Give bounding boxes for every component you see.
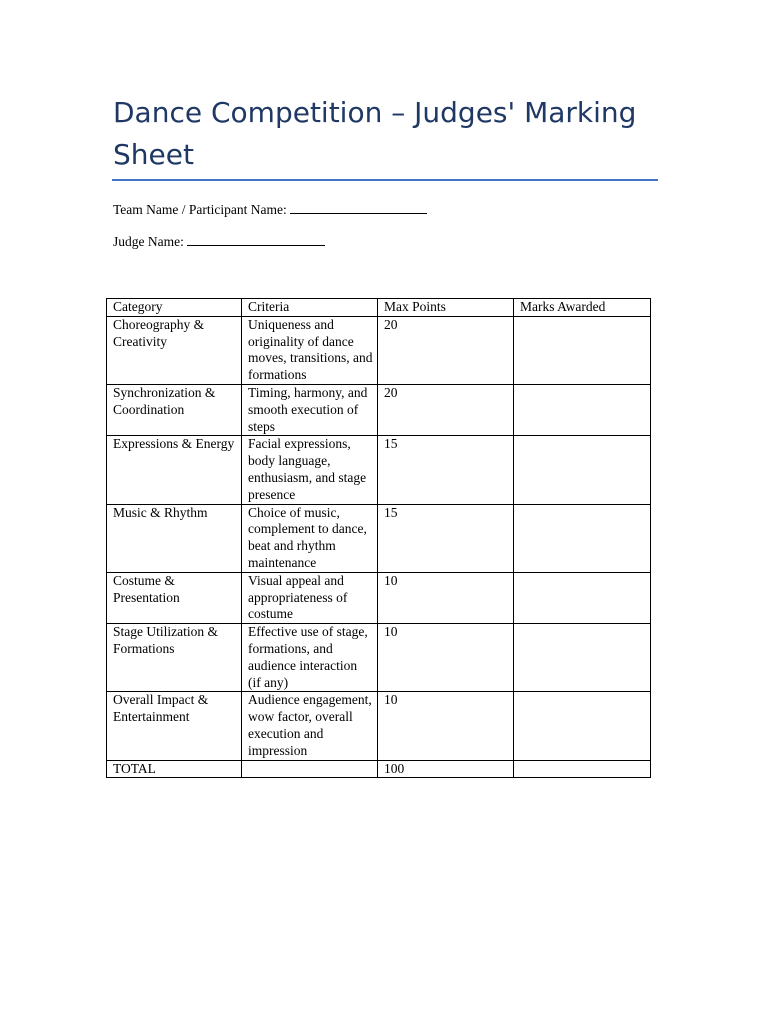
header-max-points: Max Points <box>378 299 514 317</box>
table-row <box>107 624 651 692</box>
category-cell: Stage Utilization & Formations <box>107 624 242 692</box>
category-cell: Choreography & Creativity <box>107 316 242 384</box>
criteria-cell: Choice of music, complement to dance, beat and rhythm maintenance <box>242 504 378 572</box>
max-points-cell: 15 <box>378 436 514 504</box>
criteria-cell: Effective use of stage, formations, and audience interaction (if any) <box>242 624 378 692</box>
marks-awarded-cell[interactable] <box>514 692 651 760</box>
category-cell: Expressions & Energy <box>107 436 242 504</box>
page-title: Dance Competition – Judges' Marking Sheet <box>113 96 637 171</box>
marks-awarded-cell[interactable] <box>514 436 651 504</box>
marks-awarded-cell[interactable] <box>514 316 651 384</box>
total-criteria-cell <box>242 760 378 778</box>
marks-awarded-cell[interactable] <box>514 572 651 623</box>
marks-awarded-cell[interactable] <box>514 504 651 572</box>
category-cell: Overall Impact & Entertainment <box>107 692 242 760</box>
max-points-cell: 10 <box>378 572 514 623</box>
criteria-cell: Visual appeal and appropriateness of costume <box>242 572 378 623</box>
total-row <box>107 760 651 778</box>
total-label-cell: TOTAL <box>107 760 242 778</box>
judge-name-label: Judge Name: <box>113 234 184 249</box>
judge-name-blank-line[interactable] <box>187 233 325 246</box>
title-underline <box>112 179 658 181</box>
max-points-cell: 10 <box>378 624 514 692</box>
team-name-field <box>113 201 427 219</box>
max-points-cell: 10 <box>378 692 514 760</box>
max-points-cell: 20 <box>378 316 514 384</box>
criteria-cell: Facial expressions, body language, enthusiasm, and stage presence <box>242 436 378 504</box>
table-row <box>107 316 651 384</box>
team-name-blank-line[interactable] <box>290 201 427 214</box>
table-row <box>107 384 651 435</box>
criteria-cell: Audience engagement, wow factor, overall execution and impression <box>242 692 378 760</box>
category-cell: Music & Rhythm <box>107 504 242 572</box>
marks-awarded-cell[interactable] <box>514 384 651 435</box>
header-marks-awarded: Marks Awarded <box>514 299 651 317</box>
table-row <box>107 436 651 504</box>
team-name-label: Team Name / Participant Name: <box>113 202 287 217</box>
table-header-row <box>107 299 651 317</box>
category-cell: Costume & Presentation <box>107 572 242 623</box>
max-points-cell: 15 <box>378 504 514 572</box>
criteria-cell: Timing, harmony, and smooth execution of steps <box>242 384 378 435</box>
category-cell: Synchronization & Coordination <box>107 384 242 435</box>
table-row <box>107 572 651 623</box>
total-marks-awarded-cell[interactable] <box>514 760 651 778</box>
criteria-cell: Uniqueness and originality of dance moves, transitions, and formations <box>242 316 378 384</box>
marking-table <box>106 298 651 778</box>
total-max-points-cell: 100 <box>378 760 514 778</box>
max-points-cell: 20 <box>378 384 514 435</box>
header-category: Category <box>107 299 242 317</box>
marks-awarded-cell[interactable] <box>514 624 651 692</box>
judge-name-field <box>113 233 325 251</box>
table-row <box>107 692 651 760</box>
header-criteria: Criteria <box>242 299 378 317</box>
table-row <box>107 504 651 572</box>
